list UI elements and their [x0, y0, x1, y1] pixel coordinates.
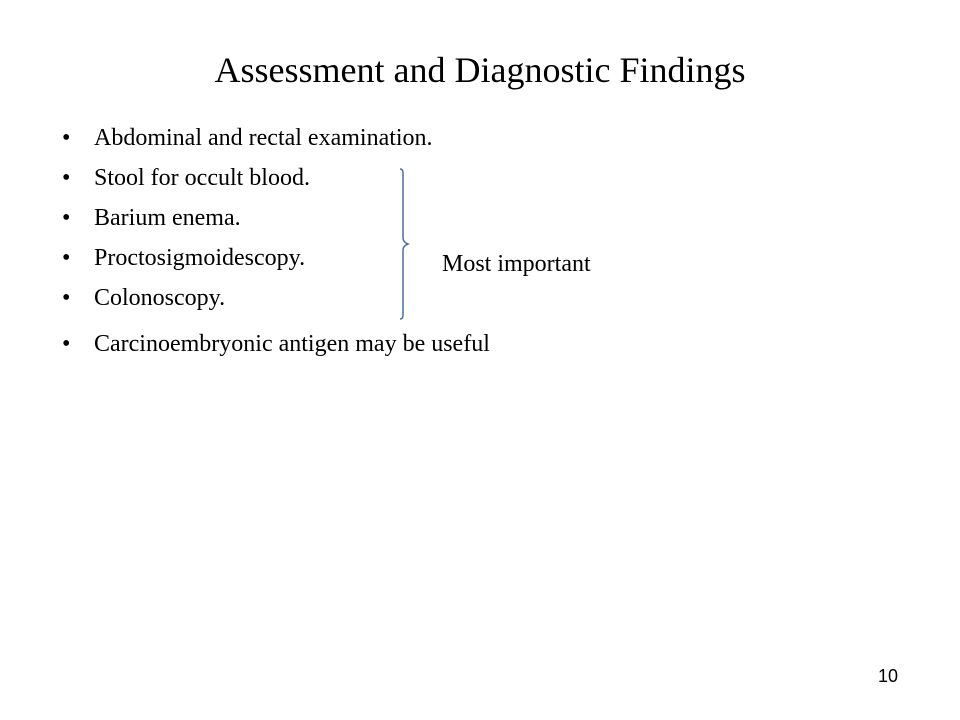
bullet-symbol: • — [62, 245, 71, 271]
bullet-symbol: • — [62, 205, 71, 231]
page-number: 10 — [877, 666, 898, 686]
right-brace-icon — [399, 168, 411, 320]
bullet-symbol: • — [62, 125, 71, 151]
slide-title: Assessment and Diagnostic Findings — [214, 50, 746, 90]
bullet-text: Barium enema. — [94, 205, 241, 231]
bracket-note: Most important — [442, 251, 591, 277]
bullet-text: Abdominal and rectal examination. — [94, 125, 433, 151]
bullet-symbol: • — [62, 165, 71, 191]
brace-path — [400, 169, 408, 319]
bullet-text: Stool for occult blood. — [94, 165, 310, 191]
bullet-text: Proctosigmoidescopy. — [94, 245, 306, 271]
bullet-symbol: • — [62, 285, 71, 311]
bullet-text: Colonoscopy. — [94, 285, 226, 311]
bullet-symbol: • — [62, 331, 71, 357]
bullet-text: Carcinoembryonic antigen may be useful — [94, 331, 490, 357]
